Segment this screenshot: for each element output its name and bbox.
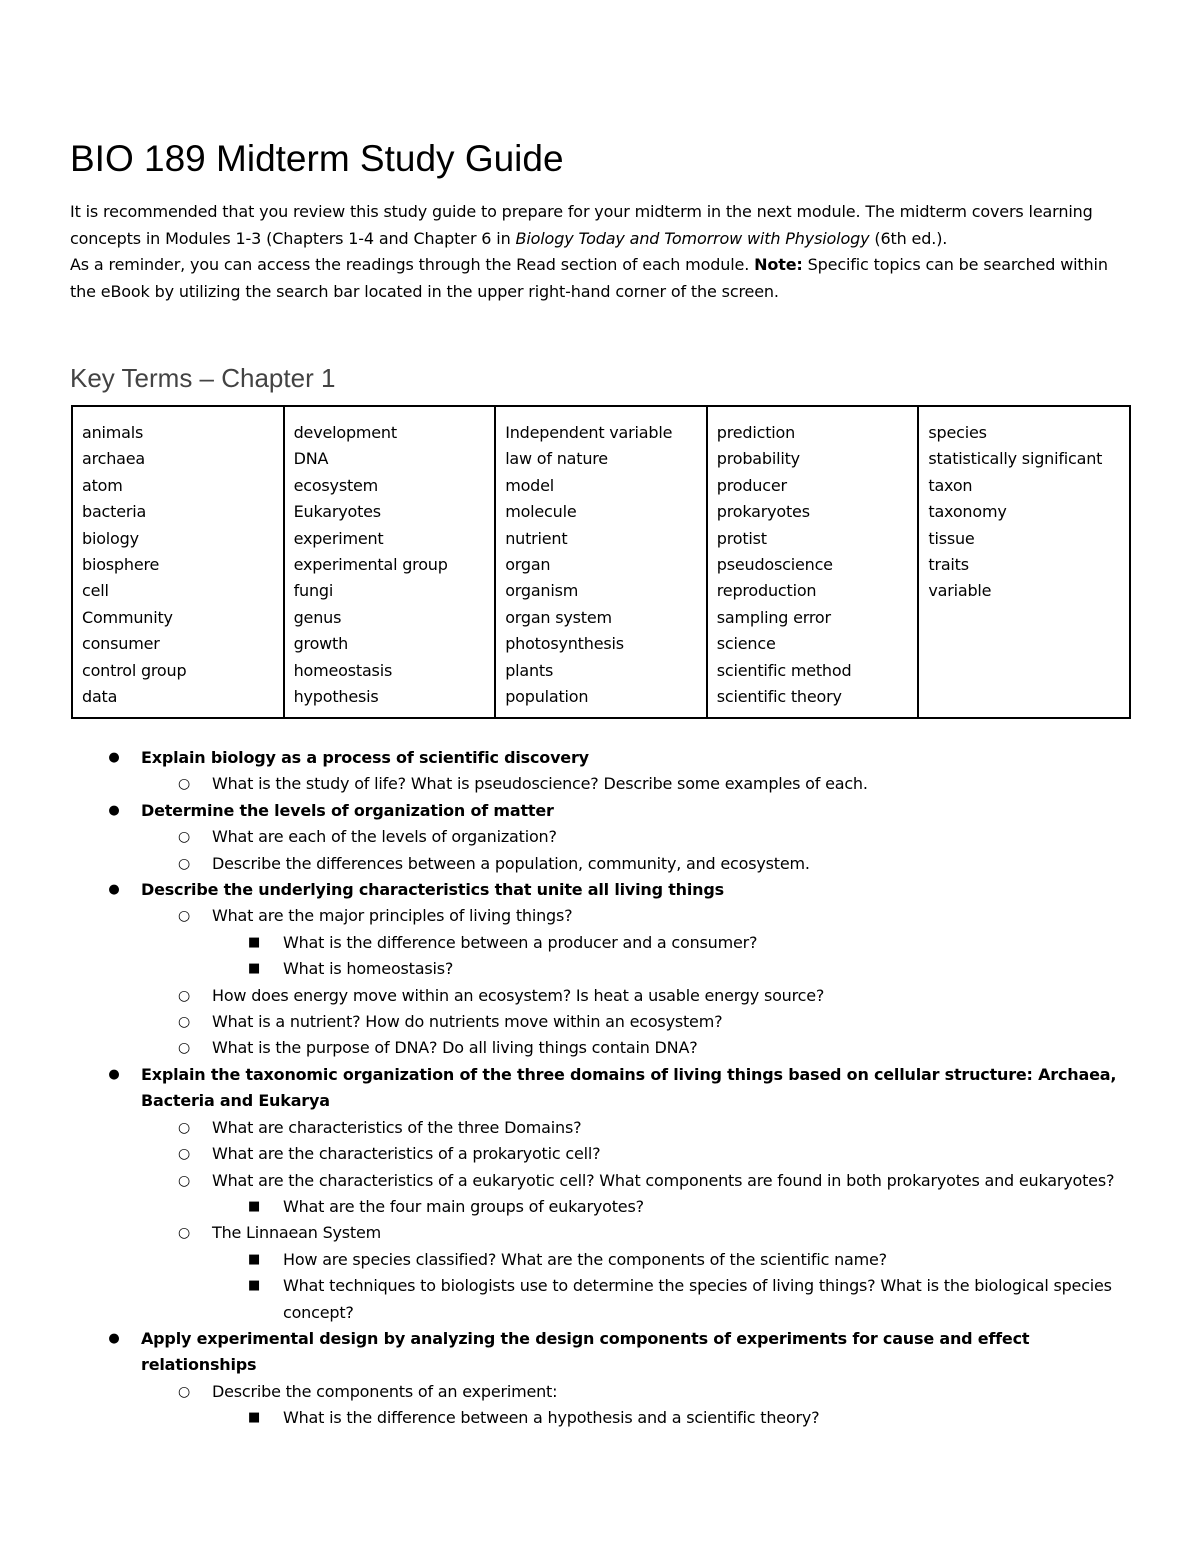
hollow-circle-bullet-icon: ○: [177, 1172, 191, 1189]
outline-item-level-2: [0, 1035, 1140, 1061]
intro-text-part: It is recommended that you review this study guide to prepare for your midterm in the next module. The midterm covers learning concepts in Modules 1-3 (Chapters 1-4 and Chapter 6 in: [70, 202, 1093, 248]
key-term: population: [505, 687, 589, 707]
outline-item-text: Describe the underlying characteristics that unite all living things: [141, 880, 724, 900]
book-title: Biology Today and Tomorrow with Physiology: [515, 228, 870, 248]
intro-paragraph-2: [70, 252, 1135, 305]
intro-text-part: (6th ed.).: [869, 228, 948, 248]
outline-item-level-1: [0, 1326, 1140, 1379]
key-term: Independent variable: [505, 423, 673, 442]
key-term: experiment: [293, 528, 384, 548]
outline-item-text: What is the study of life? What is pseudoscience? Describe some examples of each.: [212, 774, 868, 794]
square-bullet-icon: ■: [247, 1251, 261, 1267]
outline-item-level-3: [0, 930, 1140, 956]
outline-item-text: Describe the components of an experiment:: [212, 1381, 558, 1401]
hollow-circle-bullet-icon: ○: [177, 776, 191, 793]
key-term: ecosystem: [293, 475, 379, 495]
hollow-circle-bullet-icon: ○: [177, 829, 191, 846]
outline-item-level-1: [0, 877, 1140, 903]
outline-item-text: What are characteristics of the three Domains?: [212, 1117, 582, 1137]
outline-item-level-1: [0, 1062, 1140, 1115]
outline-item-text: What is the difference between a hypothesis and a scientific theory?: [283, 1408, 820, 1428]
key-term: reproduction: [716, 581, 817, 601]
key-terms-column: [284, 406, 496, 718]
key-term: development: [293, 423, 397, 442]
key-term: growth: [293, 634, 349, 654]
key-term: plants: [505, 660, 554, 680]
outline-item-text: What are each of the levels of organization?: [212, 827, 557, 847]
key-terms-column: [495, 406, 707, 718]
outline-item-level-2: [0, 1115, 1140, 1141]
square-bullet-icon: ■: [247, 1410, 261, 1426]
outline-item-level-2: [0, 851, 1140, 877]
hollow-circle-bullet-icon: ○: [177, 1040, 191, 1057]
key-term: traits: [928, 555, 969, 575]
key-term: data: [82, 687, 118, 707]
outline-item-level-3: [0, 1405, 1140, 1431]
key-term: molecule: [505, 502, 577, 522]
hollow-circle-bullet-icon: ○: [177, 1119, 191, 1136]
key-term: bacteria: [82, 502, 147, 522]
outline-item-text: What are the characteristics of a prokaryotic cell?: [212, 1144, 601, 1164]
outline-item-text: Determine the levels of organization of matter: [141, 800, 554, 820]
page-title: BIO 189 Midterm Study Guide: [70, 138, 564, 179]
outline-item-text: How does energy move within an ecosystem? Is heat a usable energy source?: [212, 985, 825, 1005]
key-term: animals: [82, 423, 144, 442]
outline-item-text: Explain biology as a process of scientific discovery: [141, 748, 589, 767]
outline-item-text: How are species classified? What are the components of the scientific name?: [283, 1249, 887, 1269]
outline-item-level-3: [0, 1247, 1140, 1273]
filled-circle-bullet-icon: ●: [108, 1066, 120, 1082]
filled-circle-bullet-icon: ●: [108, 750, 120, 765]
key-term: Community: [82, 607, 173, 627]
outline-item-text: What is homeostasis?: [283, 959, 454, 979]
key-term: species: [928, 423, 987, 442]
key-term: experimental group: [293, 555, 448, 575]
key-term: statistically significant: [928, 449, 1103, 469]
key-term: taxon: [928, 475, 973, 495]
key-term: photosynthesis: [505, 634, 624, 654]
key-term: science: [716, 634, 776, 654]
outline-item-text: What is a nutrient? How do nutrients move within an ecosystem?: [212, 1012, 723, 1032]
outline-item-level-2: [0, 983, 1140, 1009]
key-term: control group: [82, 660, 187, 680]
key-terms-column: [707, 406, 919, 718]
hollow-circle-bullet-icon: ○: [177, 987, 191, 1004]
key-term: organ: [505, 555, 551, 575]
key-term: law of nature: [505, 449, 608, 469]
intro-text-part: As a reminder, you can access the readings through the Read section of each module.: [70, 255, 755, 274]
outline-item-level-2: [0, 824, 1140, 850]
key-term: Eukaryotes: [293, 502, 381, 522]
square-bullet-icon: ■: [247, 1198, 261, 1214]
key-term: protist: [716, 528, 767, 548]
square-bullet-icon: ■: [247, 1278, 261, 1294]
outline-item-level-3: [0, 1273, 1140, 1326]
key-term: taxonomy: [928, 502, 1007, 522]
key-term: prediction: [716, 423, 796, 442]
key-term: model: [505, 475, 555, 495]
key-term: archaea: [82, 449, 146, 469]
outline-item-text: Describe the differences between a population, community, and ecosystem.: [212, 853, 810, 873]
intro-text-part: Specific topics can be searched within the eBook by utilizing the search bar located in the upper right-hand corner of the screen.: [70, 255, 1108, 301]
outline-item-level-3: [0, 1194, 1140, 1220]
outline-item-level-2: [0, 771, 1140, 797]
outline-item-text: What is the purpose of DNA? Do all living things contain DNA?: [212, 1038, 698, 1058]
study-outline: [0, 745, 1140, 1432]
outline-item-text: Explain the taxonomic organization of the three domains of living things based on cellular structure: Archaea, Bacteria and Eukarya: [141, 1064, 1117, 1111]
key-term: probability: [716, 449, 800, 469]
outline-item-text: What is the difference between a producer and a consumer?: [283, 932, 758, 952]
outline-item-level-1: [0, 745, 1140, 771]
square-bullet-icon: ■: [247, 934, 261, 950]
outline-item-level-1: [0, 798, 1140, 824]
outline-item-level-3: [0, 956, 1140, 982]
key-term: organ system: [505, 607, 612, 627]
key-terms-table: [71, 405, 1131, 719]
outline-item-level-2: [0, 903, 1140, 929]
filled-circle-bullet-icon: ●: [108, 1330, 120, 1346]
hollow-circle-bullet-icon: ○: [177, 1146, 191, 1163]
key-term: consumer: [82, 634, 160, 654]
key-term: biology: [82, 528, 139, 548]
key-term: biosphere: [82, 555, 160, 575]
outline-item-level-2: [0, 1141, 1140, 1167]
key-term: sampling error: [716, 607, 831, 627]
intro-text: [70, 199, 1135, 305]
hollow-circle-bullet-icon: ○: [177, 1014, 191, 1031]
key-terms-column: [918, 406, 1130, 718]
key-term: atom: [82, 475, 123, 495]
key-term: nutrient: [505, 528, 568, 548]
outline-item-text: The Linnaean System: [212, 1223, 382, 1243]
filled-circle-bullet-icon: ●: [108, 882, 120, 898]
outline-item-level-2: [0, 1220, 1140, 1246]
key-term: homeostasis: [293, 660, 393, 680]
intro-paragraph-1: [70, 199, 1135, 252]
filled-circle-bullet-icon: ●: [108, 802, 120, 818]
key-terms-column: [72, 406, 284, 718]
key-term: variable: [928, 581, 992, 601]
outline-item-level-2: [0, 1379, 1140, 1405]
key-term: pseudoscience: [716, 555, 833, 575]
key-terms-heading: Key Terms – Chapter 1: [70, 363, 336, 393]
outline-item-text: What are the characteristics of a eukaryotic cell? What components are found in both prokaryotes and eukaryotes?: [212, 1170, 1115, 1190]
key-term: cell: [82, 581, 109, 601]
key-term: hypothesis: [293, 687, 379, 707]
key-term: tissue: [928, 528, 975, 548]
key-term: producer: [716, 475, 787, 495]
outline-item-text: What are the major principles of living things?: [212, 906, 573, 926]
square-bullet-icon: ■: [247, 961, 261, 977]
key-term: scientific theory: [716, 687, 842, 707]
hollow-circle-bullet-icon: ○: [177, 855, 191, 872]
outline-item-level-2: [0, 1168, 1140, 1194]
hollow-circle-bullet-icon: ○: [177, 908, 191, 925]
outline-item-text: What are the four main groups of eukaryotes?: [283, 1196, 644, 1216]
outline-item-text: What techniques to biologists use to determine the species of living things? What is the biological species concept?: [283, 1276, 1112, 1322]
key-term: prokaryotes: [716, 502, 810, 522]
hollow-circle-bullet-icon: ○: [177, 1225, 191, 1242]
outline-item-text: Apply experimental design by analyzing the design components of experiments for cause and effect relationships: [141, 1328, 1030, 1375]
key-term: organism: [505, 581, 579, 601]
hollow-circle-bullet-icon: ○: [177, 1383, 191, 1400]
key-term: DNA: [293, 449, 329, 469]
outline-item-level-2: [0, 1009, 1140, 1035]
key-term: genus: [293, 607, 342, 627]
key-term: fungi: [293, 581, 334, 601]
note-label: Note:: [754, 255, 803, 274]
key-term: scientific method: [716, 660, 852, 680]
key-terms-row: [72, 406, 1130, 718]
